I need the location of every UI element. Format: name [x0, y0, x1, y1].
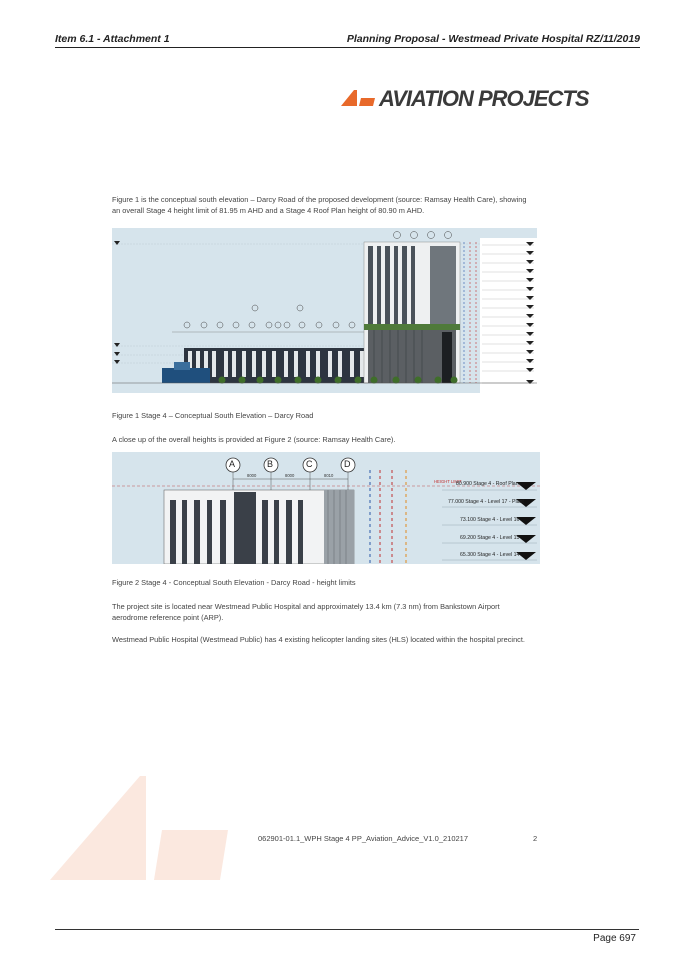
figure-1-elevation [112, 228, 537, 393]
document-page-number: 2 [533, 834, 538, 843]
dim-bc: 8000 [285, 473, 295, 478]
figure-2-height-limits [112, 452, 540, 564]
grid-label-c: C [306, 459, 313, 469]
dim-ab: 8000 [247, 473, 257, 478]
paragraph-westmead-public: Westmead Public Hospital (Westmead Public) has 4 existing helicopter landing sites (HLS) located within the hospital precinct. [112, 635, 525, 644]
figure-1-caption: Figure 1 Stage 4 – Conceptual South Elevation – Darcy Road [112, 411, 314, 420]
level-15: 69.200 Stage 4 - Level 15 [460, 535, 520, 541]
grid-label-d: D [344, 459, 351, 469]
level-14: 65.300 Stage 4 - Level 14 [460, 552, 520, 558]
paragraph-intro: Figure 1 is the conceptual south elevation – Darcy Road of the proposed development (source: Ramsay Health Care), showing an overall Stage 4 height limit of 81.95 m AHD and a Stage 4 Roof Plan height of 80.90 m AHD. [112, 195, 527, 215]
paragraph-closeup: A close up of the overall heights is provided at Figure 2 (source: Ramsay Health Care). [112, 435, 396, 444]
grid-label-a: A [229, 459, 236, 469]
paragraph-project-site: The project site is located near Westmead Public Hospital and approximately 13.4 km (7.3 nm) from Bankstown Airport aerodrome reference point (ARP). [112, 602, 500, 622]
logo-mark-icon [341, 88, 375, 106]
logo-watermark-icon [50, 772, 230, 880]
level-16: 73.100 Stage 4 - Level 16 [460, 517, 520, 523]
level-roof-plan: 80.900 Stage 4 - Roof Plan [456, 481, 519, 487]
level-17-plant: 77.000 Stage 4 - Level 17 - Plant [448, 499, 524, 505]
page-number: Page 697 [593, 933, 636, 944]
height-limit-label: HEIGHT LIMIT [434, 479, 462, 484]
header-left: Item 6.1 - Attachment 1 [55, 33, 170, 45]
footer-rule [55, 929, 639, 930]
figure-2-caption: Figure 2 Stage 4 - Conceptual South Elevation - Darcy Road - height limits [112, 578, 356, 587]
dim-cd: 8010 [324, 473, 334, 478]
page-header [55, 33, 640, 48]
header-right: Planning Proposal - Westmead Private Hospital RZ/11/2019 [346, 33, 640, 45]
document-reference: 062901-01.1_WPH Stage 4 PP_Aviation_Advice_V1.0_210217 [258, 834, 469, 843]
logo-text: AVIATION PROJECTS [379, 86, 589, 111]
grid-label-b: B [267, 459, 274, 469]
